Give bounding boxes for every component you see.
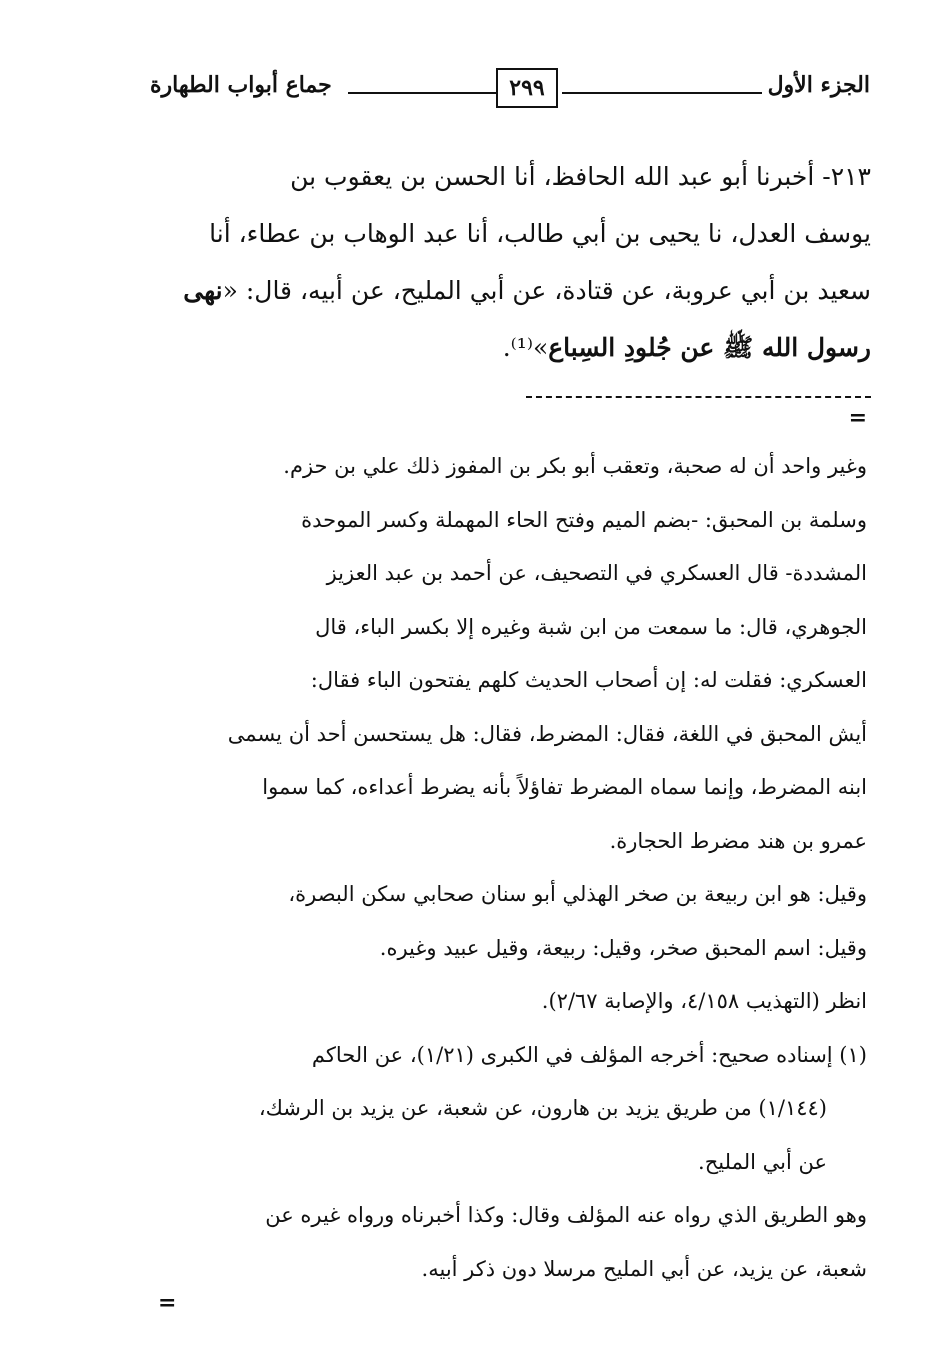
page-header <box>150 68 870 112</box>
hadith-matn-start: نهى <box>183 276 223 305</box>
hadith-line: ٢١٣- أخبرنا أبو عبد الله الحافظ، أنا الحسن بن يعقوب بن <box>290 162 871 191</box>
note-line: عمرو بن هند مضرط الحجارة. <box>609 828 867 853</box>
hadith-line <box>159 262 871 319</box>
note-line: ابنه المضرط، وإنما سماه المضرط تفاؤلاً بأنه يضرط أعداءه، كما سموا <box>262 775 867 799</box>
note-line: وغير واحد أن له صحبة، وتعقب أبو بكر بن المفوز ذلك علي بن حزم. <box>283 454 867 478</box>
footnote-line: وهو الطريق الذي رواه عنه المؤلف وقال: وكذا أخبرناه ورواه غيره عن <box>265 1203 867 1227</box>
footnote-line: (١) إسناده صحيح: أخرجه المؤلف في الكبرى (١/٢١)، عن الحاكم <box>311 1042 867 1067</box>
note-line: انظر (التهذيب ٤/١٥٨، والإصابة ٢/٦٧). <box>541 989 867 1013</box>
chapter-title: جماع أبواب الطهارة <box>150 72 332 98</box>
footnote-1 <box>161 1029 867 1297</box>
page-number: ٢٩٩ <box>509 75 545 101</box>
footnote-line: (١/١٤٤) من طريق يزيد بن هارون، عن شعبة، عن يزيد بن الرشك، <box>258 1096 827 1120</box>
hadith-text <box>159 148 871 376</box>
continuation-mark-top: = <box>848 405 867 431</box>
note-line: الجوهري، قال: ما سمعت من ابن شبة وغيره إلا بكسر الباء، قال <box>315 614 867 639</box>
note-line: العسكري: فقلت له: إن أصحاب الحديث كلهم يفتحون الباء فقال: <box>310 668 867 692</box>
volume-title: الجزء الأول <box>767 72 870 98</box>
hadith-line: يوسف العدل، نا يحيى بن أبي طالب، أنا عبد الوهاب بن عطاء، أنا <box>209 219 871 248</box>
page-number-box <box>496 68 558 108</box>
hadith-text-plain: سعيد بن أبي عروبة، عن قتادة، عن أبي المليح، عن أبيه، قال: « <box>222 276 871 305</box>
hadith-matn: رسول الله ﷺ عن جُلودِ السِباع <box>548 333 871 362</box>
footnote-line: شعبة، عن يزيد، عن أبي المليح مرسلا دون ذكر أبيه. <box>421 1256 867 1281</box>
continuation-mark-bottom: = <box>158 1290 177 1316</box>
header-rule-right <box>562 92 762 94</box>
note-line: وقيل: اسم المحبق صخر، وقيل: ربيعة، وقيل عبيد وغيره. <box>379 935 867 960</box>
footnotes <box>161 440 867 1296</box>
hadith-line <box>159 319 871 376</box>
note-line: أيش المحبق في اللغة، فقال: المضرط، فقال: هل يستحسن أحد أن يسمى <box>227 721 867 746</box>
note-line: المشددة- قال العسكري في التصحيف، عن أحمد بن عبد العزيز <box>326 561 867 585</box>
note-line: وسلمة بن المحبق: -بضم الميم وفتح الحاء المهملة وكسر الموحدة <box>301 507 867 532</box>
hadith-end: »⁽¹⁾. <box>502 333 549 362</box>
note-line: وقيل: هو ابن ربيعة بن صخر الهذلي أبو سنان صحابي سكن البصرة، <box>288 882 867 906</box>
footnote-line: عن أبي المليح. <box>698 1149 827 1174</box>
footnote-separator <box>526 396 871 398</box>
header-rule-left <box>348 92 496 94</box>
